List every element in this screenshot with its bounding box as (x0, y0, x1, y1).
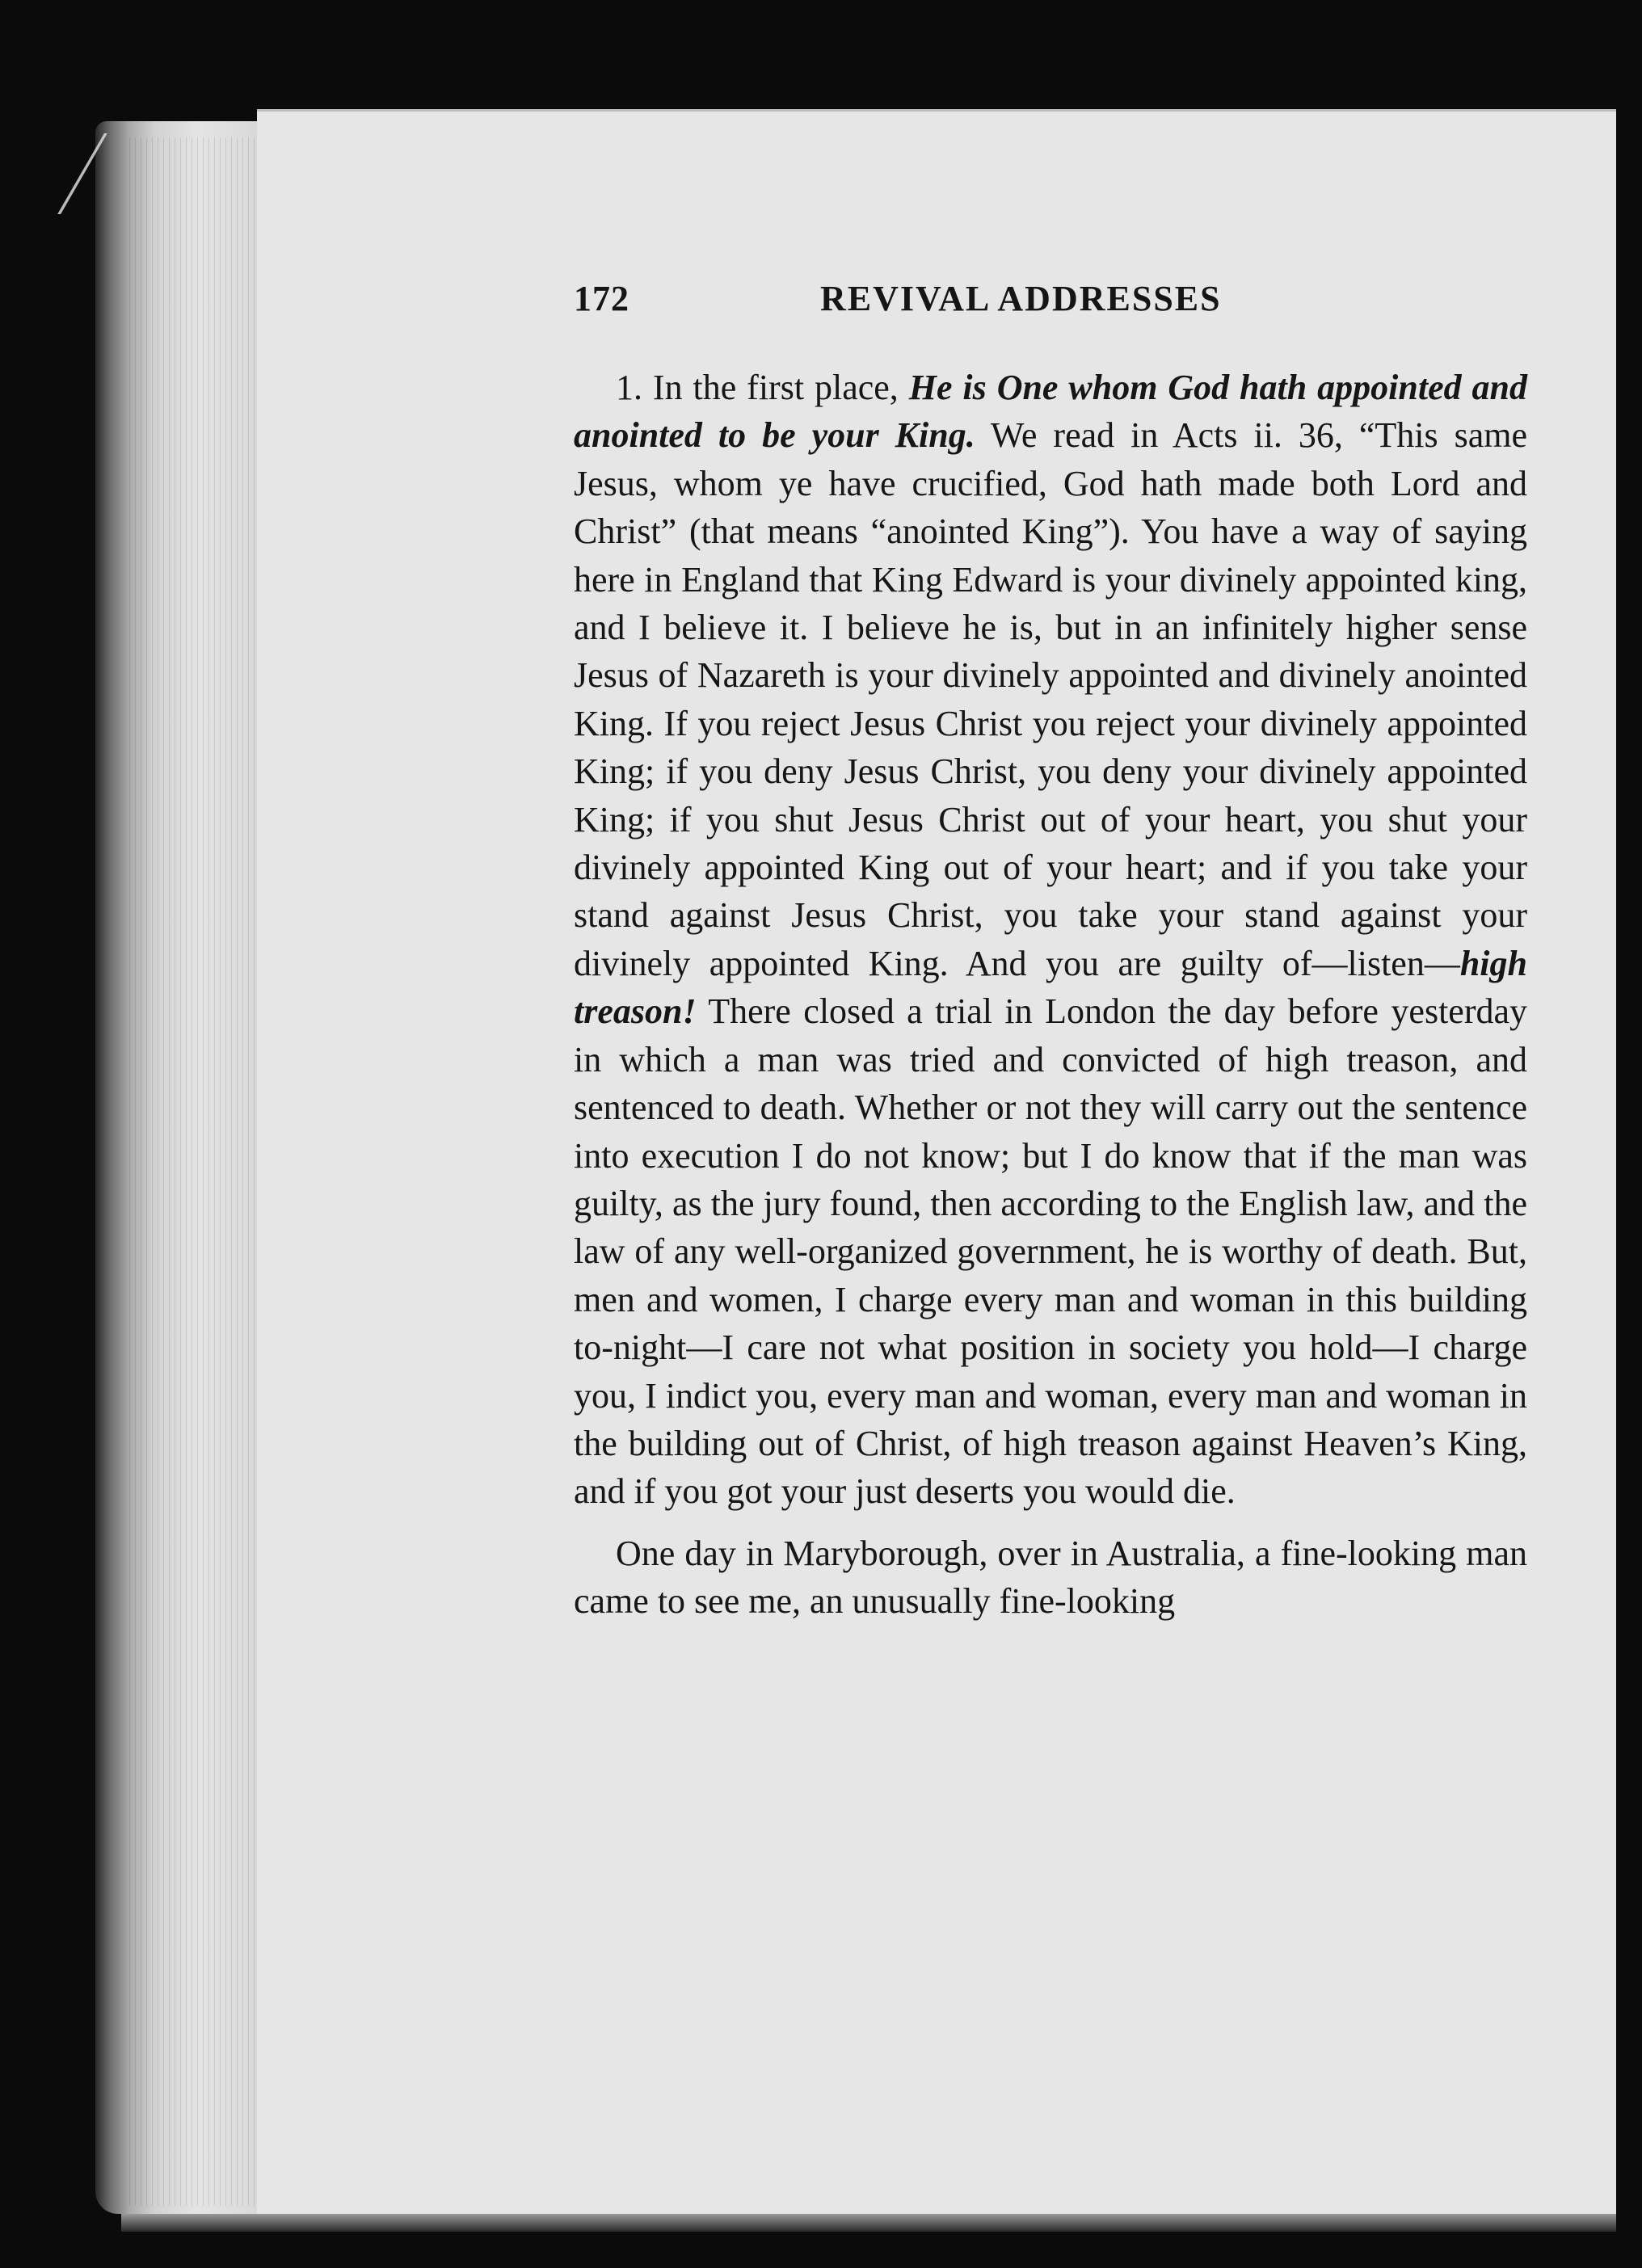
paragraph-1-italic-king: He is One whom God hath appointed and anointed to be your King. (574, 368, 1527, 456)
page-bottom-shadow (121, 2214, 1616, 2232)
paragraph-1-lead: 1. In the first place, (616, 368, 909, 407)
paragraph-1-tail: There closed a trial in London the day before yesterday in which a man was tried and convicted of high treason, and sentenced to death. Whether or not they will carry out the sentence into execution I do not know; but I do know that if the man was guilty, as the jury found, then according to the English law, and the law of any well-organized government, he is worthy of death. But, men and women, I charge every man and woman in this building to-night—I care not what position in society you hold—I charge you, I indict you, every man and woman, every man and woman in the building out of Christ, of high treason against Heaven’s King, and if you got your just deserts you would die. (574, 991, 1527, 1512)
paragraph-1-italic-treason: high treason! (574, 943, 1527, 1032)
book-title: REVIVAL ADDRESSES (820, 279, 1222, 318)
page-number: 172 (574, 279, 629, 318)
paragraph-1-middle: We read in Acts ii. 36, “This same Jesus, whom ye have crucified, God hath made both Lord and Christ” (that means “anointed King”). You have a way of saying here in England that King Edward is your divinely appointed king, and I believe it. I believe he is, but in an infinitely higher sense Jesus of Nazareth is your divinely appointed and divinely anointed King. If you reject Jesus Christ you reject your divinely appointed King; if you deny Jesus Christ, you deny your divinely appointed King; if you shut Jesus Christ out of your heart, you shut your divinely appointed King out of your heart; and if you take your stand against Jesus Christ, you take your stand against your divinely appointed King. And you are guilty of—listen— (574, 415, 1528, 983)
paragraph-2: One day in Maryborough, over in Australia, a fine-looking man came to see me, an unusually fine-looking (574, 1533, 1527, 1622)
page-stack-lines (129, 137, 267, 2206)
running-head (574, 275, 1527, 323)
body-text (574, 364, 1527, 1626)
paragraph-1 (574, 364, 1527, 1516)
